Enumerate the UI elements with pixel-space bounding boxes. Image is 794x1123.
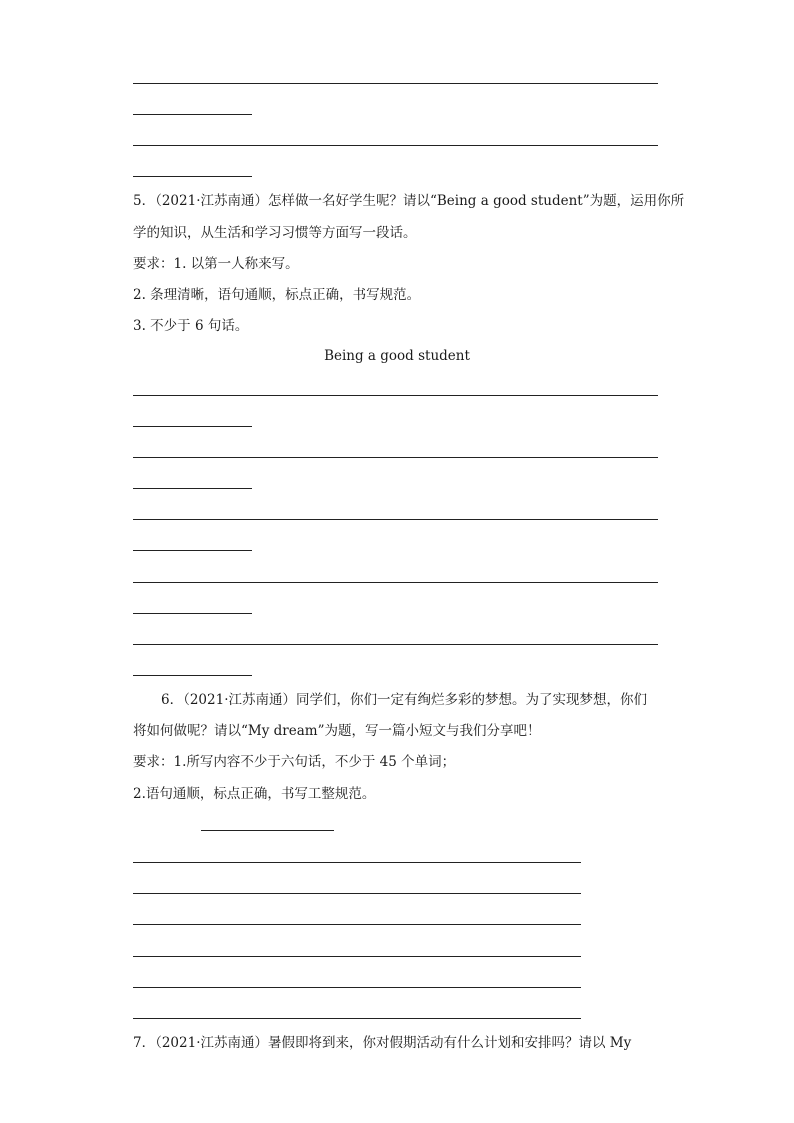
writing-line xyxy=(133,488,252,489)
writing-line xyxy=(133,519,658,520)
writing-line xyxy=(133,675,252,676)
writing-line xyxy=(133,426,252,427)
q5-prompt-line2: 学的知识，从生活和学习习惯等方面写一段话。 xyxy=(133,225,417,241)
writing-line xyxy=(133,924,581,925)
q6-prompt-line2: 将如何做呢？请以“My dream”为题，写一篇小短文与我们分享吧！ xyxy=(133,723,541,739)
writing-line xyxy=(133,457,658,458)
q5-requirement-1: 要求：1. 以第一人称来写。 xyxy=(133,256,299,272)
writing-line xyxy=(133,862,581,863)
writing-line xyxy=(133,582,658,583)
writing-line xyxy=(133,145,658,146)
writing-line xyxy=(133,987,581,988)
writing-line xyxy=(133,550,252,551)
writing-line xyxy=(133,613,252,614)
writing-line xyxy=(133,1018,581,1019)
q6-prompt-line1: 6．（2021·江苏南通）同学们，你们一定有绚烂多彩的梦想。为了实现梦想，你们 xyxy=(161,692,647,708)
q5-requirement-3: 3. 不少于 6 句话。 xyxy=(133,318,249,334)
writing-line xyxy=(133,395,658,396)
q5-essay-title: Being a good student xyxy=(324,348,470,364)
q5-prompt-line1: 5．（2021·江苏南通）怎样做一名好学生呢？请以“Being a good student”为题，运用你所 xyxy=(133,193,685,209)
q5-requirement-2: 2. 条理清晰，语句通顺，标点正确，书写规范。 xyxy=(133,287,421,303)
writing-line xyxy=(133,176,252,177)
title-blank-line xyxy=(201,830,334,831)
writing-line xyxy=(133,644,658,645)
writing-line xyxy=(133,893,581,894)
q6-requirement-1: 要求：1.所写内容不少于六句话，不少于 45 个单词； xyxy=(133,754,456,770)
writing-line xyxy=(133,114,252,115)
q6-requirement-2: 2.语句通顺，标点正确，书写工整规范。 xyxy=(133,786,376,802)
writing-line xyxy=(133,956,581,957)
q7-prompt-line1: 7．（2021·江苏南通）暑假即将到来，你对假期活动有什么计划和安排吗？请以 My xyxy=(133,1035,632,1051)
writing-line xyxy=(133,83,658,84)
